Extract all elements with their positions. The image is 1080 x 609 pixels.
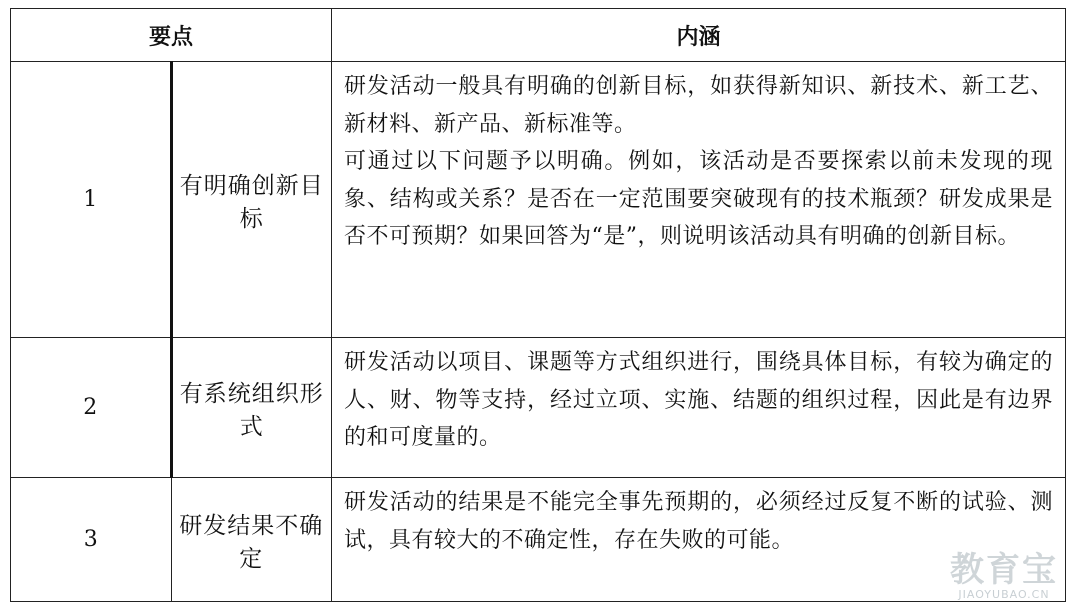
content-paragraph: 研发活动一般具有明确的创新目标，如获得新知识、新技术、新工艺、新材料、新产品、新标准等。	[344, 74, 1053, 137]
content-paragraph: 可通过以下问题予以明确。例如，该活动是否要探索以前未发现的现象、结构或关系？是否在一定范围要突破现有的技术瓶颈？研发成果是否不可预期？如果回答为“是”，则说明该活动具有明确的创新目标。	[344, 149, 1053, 249]
row-content	[332, 62, 1066, 338]
row-point: 有系统组织形式	[171, 338, 332, 478]
watermark-main: 教育宝	[950, 550, 1058, 590]
header-point: 要点	[11, 9, 332, 62]
header-content: 内涵	[332, 9, 1066, 62]
requirements-table	[10, 8, 1066, 602]
row-content	[332, 478, 1066, 602]
row-number: 3	[11, 478, 172, 602]
row-number: 2	[11, 338, 172, 478]
table-row	[11, 478, 1066, 602]
row-number: 1	[11, 62, 172, 338]
content-paragraph: 研发活动的结果是不能完全事先预期的，必须经过反复不断的试验、测试，具有较大的不确定性，存在失败的可能。	[344, 490, 1053, 553]
row-point: 研发结果不确定	[171, 478, 332, 602]
watermark-sub: JIAOYUBAO.CN	[958, 588, 1050, 601]
table-row	[11, 338, 1066, 478]
content-paragraph: 研发活动以项目、课题等方式组织进行，围绕具体目标，有较为确定的人、财、物等支持，经过立项、实施、结题的组织过程，因此是有边界的和可度量的。	[344, 350, 1053, 450]
row-point: 有明确创新目标	[171, 62, 332, 338]
header-row	[11, 9, 1066, 62]
row-content	[332, 338, 1066, 478]
table-row	[11, 62, 1066, 338]
